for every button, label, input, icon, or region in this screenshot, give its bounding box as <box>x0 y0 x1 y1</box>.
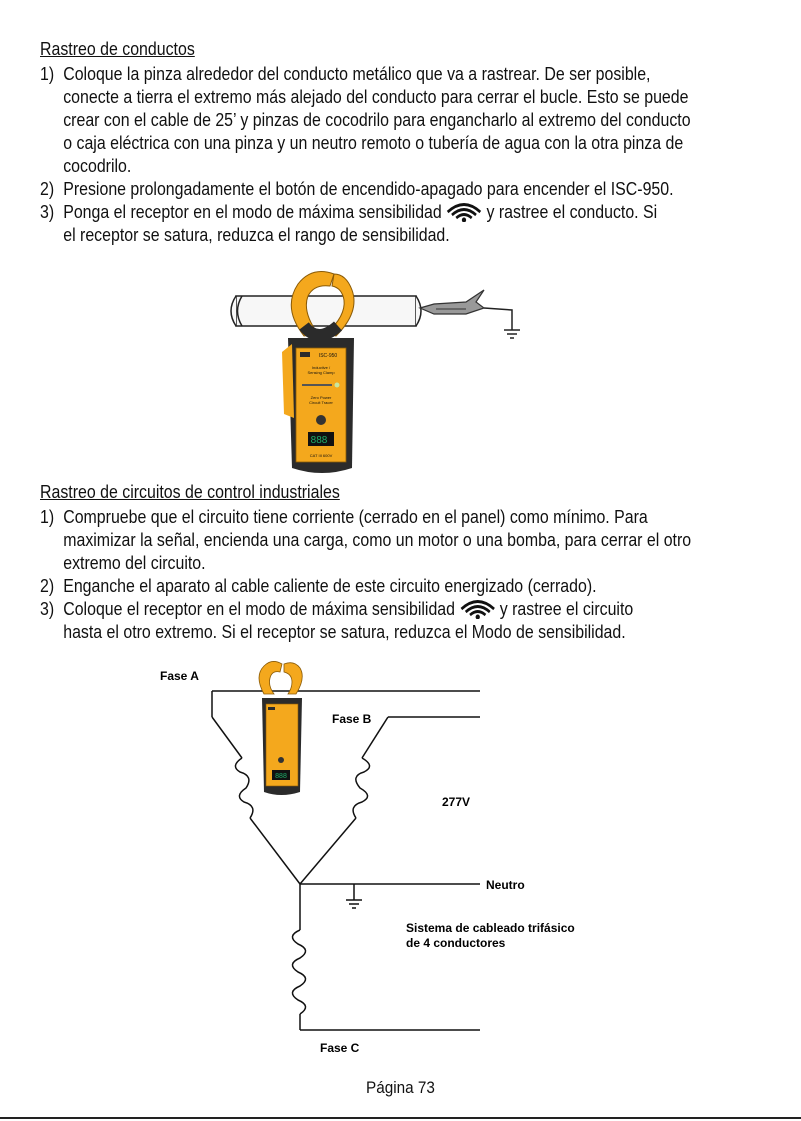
meter-line3: Zero Power <box>310 395 332 400</box>
meter-cat-rating: CAT III 600V <box>309 453 333 458</box>
step-line: conecte a tierra el extremo más alejado del conducto para cerrar el bucle. Esto se puede <box>63 86 689 107</box>
step-line <box>63 597 754 620</box>
step-line: extremo del circuito. <box>63 552 206 573</box>
conduit-pipe <box>231 296 421 326</box>
phase-c-label: Fase C <box>320 1041 360 1055</box>
section-title-conduit-tracing: Rastreo de conductos <box>40 38 195 59</box>
step-line: Presione prolongadamente el botón de encendido-apagado para encender el ISC-950. <box>63 178 674 199</box>
step-line: Enganche el aparato al cable caliente de este circuito energizado (cerrado). <box>63 575 597 596</box>
max-sensitivity-icon <box>458 597 496 619</box>
meter-line1: Inductive / <box>311 365 331 370</box>
section-title-industrial-control: Rastreo de circuitos de control industriales <box>40 481 340 502</box>
meter-display: 888 <box>310 435 328 446</box>
step-number: 1) <box>40 63 55 84</box>
phase-b-label: Fase B <box>332 712 372 726</box>
ground-symbol <box>504 330 520 338</box>
voltage-label: 277V <box>442 795 471 809</box>
max-sensitivity-icon <box>445 200 483 222</box>
meter-line2: Sensing Clamp <box>307 370 335 375</box>
neutral-wire <box>300 884 480 908</box>
page-number: Página 73 <box>366 1078 435 1097</box>
step-text-before: Ponga el receptor en el modo de máxima sensibilidad <box>63 201 442 222</box>
meter-model-label: ISC-950 <box>318 353 338 359</box>
step-2 <box>40 177 754 200</box>
step-line: o caja eléctrica con una pinza y un neutro remoto o tubería de agua con la otra pinza de <box>63 132 684 153</box>
step-3 <box>40 597 754 643</box>
step-line: el receptor se satura, reduzca el rango de sensibilidad. <box>63 224 450 245</box>
meter-display-small: 888 <box>275 773 287 780</box>
power-button-icon <box>316 415 326 425</box>
neutral-label: Neutro <box>486 878 525 892</box>
step-1 <box>40 505 754 574</box>
step-number: 3) <box>40 201 55 222</box>
step-3 <box>40 200 754 246</box>
system-label-line1: Sistema de cableado trifásico <box>406 921 575 935</box>
tracer-meter-small <box>259 661 302 795</box>
phase-c-wire <box>292 884 480 1030</box>
step-line: crear con el cable de 25’ y pinzas de cocodrilo para engancharlo al extremo del conducto <box>63 109 691 130</box>
tracer-meter <box>282 338 354 473</box>
step-text-before: Coloque el receptor en el modo de máxima sensibilidad <box>63 598 456 619</box>
system-label-line2: de 4 conductores <box>406 936 506 950</box>
step-text-after: y rastree el circuito <box>499 598 634 619</box>
phase-a-label: Fase A <box>160 669 199 683</box>
step-line: cocodrilo. <box>63 155 132 176</box>
step-2 <box>40 574 754 597</box>
step-line <box>63 200 754 223</box>
step-line: Compruebe que el circuito tiene corriente (cerrado en el panel) como mínimo. Para <box>63 506 648 527</box>
industrial-steps <box>40 505 754 643</box>
alligator-clip <box>420 290 512 330</box>
three-phase-diagram <box>150 660 580 1060</box>
bottom-rule <box>0 1117 801 1119</box>
step-number: 1) <box>40 506 55 527</box>
meter-line4: Circuit Tracer <box>309 400 333 405</box>
step-1 <box>40 62 754 177</box>
step-number: 2) <box>40 575 55 596</box>
step-line: hasta el otro extremo. Si el receptor se satura, reduzca el Modo de sensibilidad. <box>63 621 626 642</box>
step-line: maximizar la señal, encienda una carga, como un motor o una bomba, para cerrar el otro <box>63 529 692 550</box>
step-text-after: y rastree el conducto. Si <box>486 201 658 222</box>
step-number: 3) <box>40 598 55 619</box>
step-number: 2) <box>40 178 55 199</box>
conduit-steps <box>40 62 754 246</box>
conduit-clamp-figure <box>222 268 532 476</box>
step-line: Coloque la pinza alrededor del conducto metálico que va a rastrear. De ser posible, <box>63 63 651 84</box>
